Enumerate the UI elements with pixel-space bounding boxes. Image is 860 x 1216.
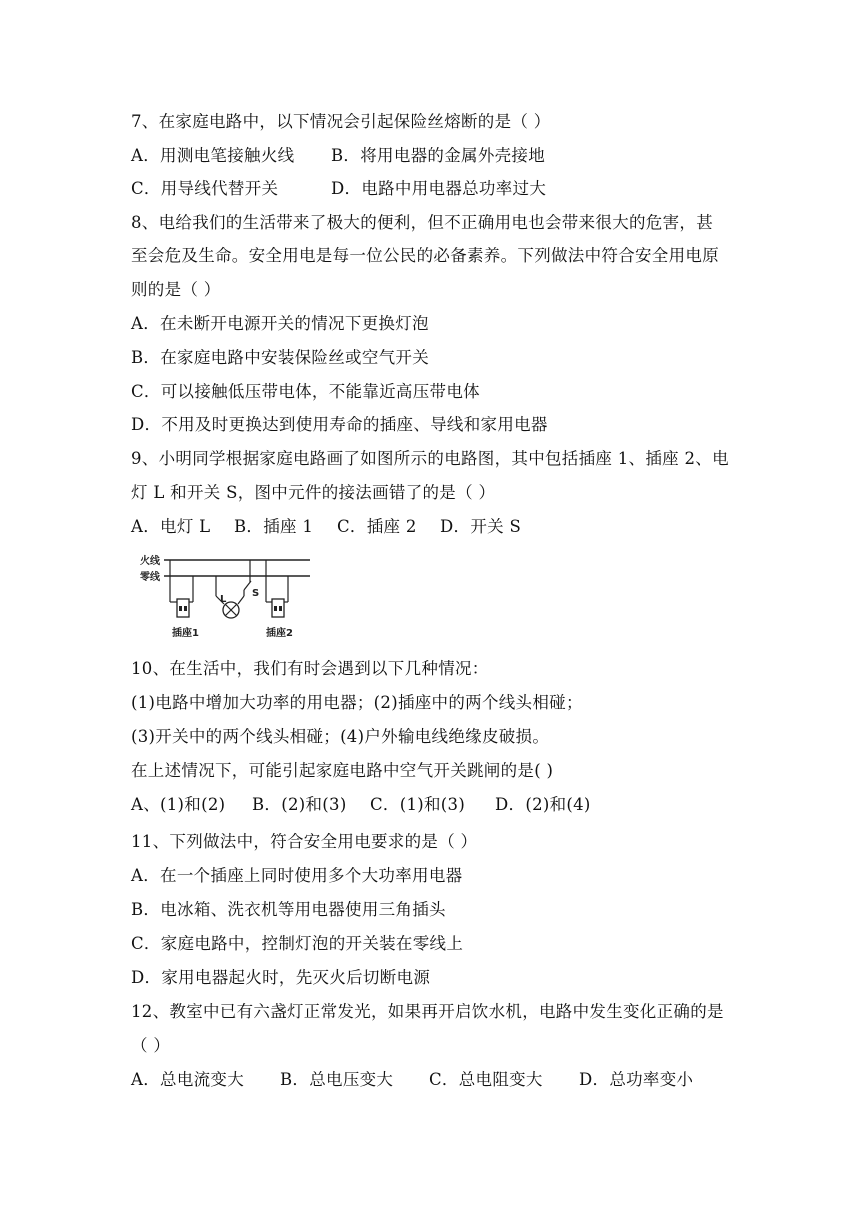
q10-options <box>131 794 591 816</box>
q10-option-b: B．(2)和(3) <box>252 795 347 814</box>
q10-option-d: D．(2)和(4) <box>495 795 591 814</box>
q12-options <box>131 1069 693 1091</box>
q9-option-d: D．开关 S <box>440 517 522 536</box>
q7-options-row1 <box>131 145 545 167</box>
q8-option-c: C．可以接触低压带电体，不能靠近高压带电体 <box>131 382 480 401</box>
q9-option-b: B．插座 1 <box>234 517 314 536</box>
q12-option-d: D．总功率变小 <box>579 1070 694 1089</box>
q7-stem: 7、在家庭电路中，以下情况会引起保险丝熔断的是（ ） <box>131 112 551 131</box>
live-wire-label: 火线 <box>140 556 160 567</box>
q9-stem-line1: 9、小明同学根据家庭电路画了如图所示的电路图，其中包括插座 1、插座 2、电 <box>131 449 729 468</box>
q11-option-c: C．家庭电路中，控制灯泡的开关装在零线上 <box>131 934 464 953</box>
q11-stem: 11、下列做法中，符合安全用电要求的是（ ） <box>131 832 478 851</box>
q10-case-line2: (3)开关中的两个线头相碰；(4)户外输电线绝缘皮破损。 <box>131 727 550 746</box>
switch-icon <box>244 576 251 596</box>
lamp-label: L <box>220 594 227 605</box>
q9-stem-line2: 灯 L 和开关 S，图中元件的接法画错了的是（ ） <box>131 483 496 502</box>
q9-option-c: C．插座 2 <box>337 517 417 536</box>
q8-stem-line2: 至会危及生命。安全用电是每一位公民的必备素养。下列做法中符合安全用电原 <box>131 246 719 265</box>
q10-stem: 10、在生活中，我们有时会遇到以下几种情况： <box>131 659 489 678</box>
q12-option-c: C．总电阻变大 <box>429 1070 543 1089</box>
circuit-diagram <box>138 552 313 644</box>
q7-option-c: C．用导线代替开关 <box>131 179 279 198</box>
q10-case-line1: (1)电路中增加大功率的用电器；(2)插座中的两个线头相碰； <box>131 693 583 712</box>
q8-stem-line3: 则的是（ ） <box>131 280 221 299</box>
q12-option-a: A．总电流变大 <box>131 1070 245 1089</box>
socket-2-label: 插座2 <box>266 628 293 639</box>
q7-options-row2 <box>131 178 546 200</box>
q8-option-b: B．在家庭电路中安装保险丝或空气开关 <box>131 348 430 367</box>
q12-option-b: B．总电压变大 <box>280 1070 394 1089</box>
q12-stem-line2: （ ） <box>131 1036 171 1055</box>
q11-option-b: B．电冰箱、洗衣机等用电器使用三角插头 <box>131 900 446 919</box>
q8-option-d: D．不用及时更换达到使用寿命的插座、导线和家用电器 <box>131 415 548 434</box>
socket-2 <box>272 599 284 617</box>
q11-option-a: A．在一个插座上同时使用多个大功率用电器 <box>131 866 463 885</box>
switch-label: S <box>252 588 260 599</box>
q7-option-a: A．用测电笔接触火线 <box>131 146 295 165</box>
socket-1-label: 插座1 <box>172 628 199 639</box>
q9-option-a: A．电灯 L <box>131 517 211 536</box>
q7-option-d: D．电路中用电器总功率过大 <box>331 179 547 198</box>
q8-stem-line1: 8、电给我们的生活带来了极大的便利，但不正确用电也会带来很大的危害，甚 <box>131 213 713 232</box>
q7-option-b: B．将用电器的金属外壳接地 <box>331 146 546 165</box>
q10-option-a: A、(1)和(2) <box>131 795 226 814</box>
socket-1 <box>177 599 189 617</box>
q8-option-a: A．在未断开电源开关的情况下更换灯泡 <box>131 314 429 333</box>
q10-question: 在上述情况下，可能引起家庭电路中空气开关跳闸的是( ) <box>131 761 554 780</box>
q12-stem-line1: 12、教室中已有六盏灯正常发光，如果再开启饮水机，电路中发生变化正确的是 <box>131 1002 724 1021</box>
neutral-wire-label: 零线 <box>140 572 160 583</box>
q11-option-d: D．家用电器起火时，先灭火后切断电源 <box>131 968 431 987</box>
q10-option-c: C．(1)和(3) <box>370 795 466 814</box>
q9-options <box>131 516 521 538</box>
